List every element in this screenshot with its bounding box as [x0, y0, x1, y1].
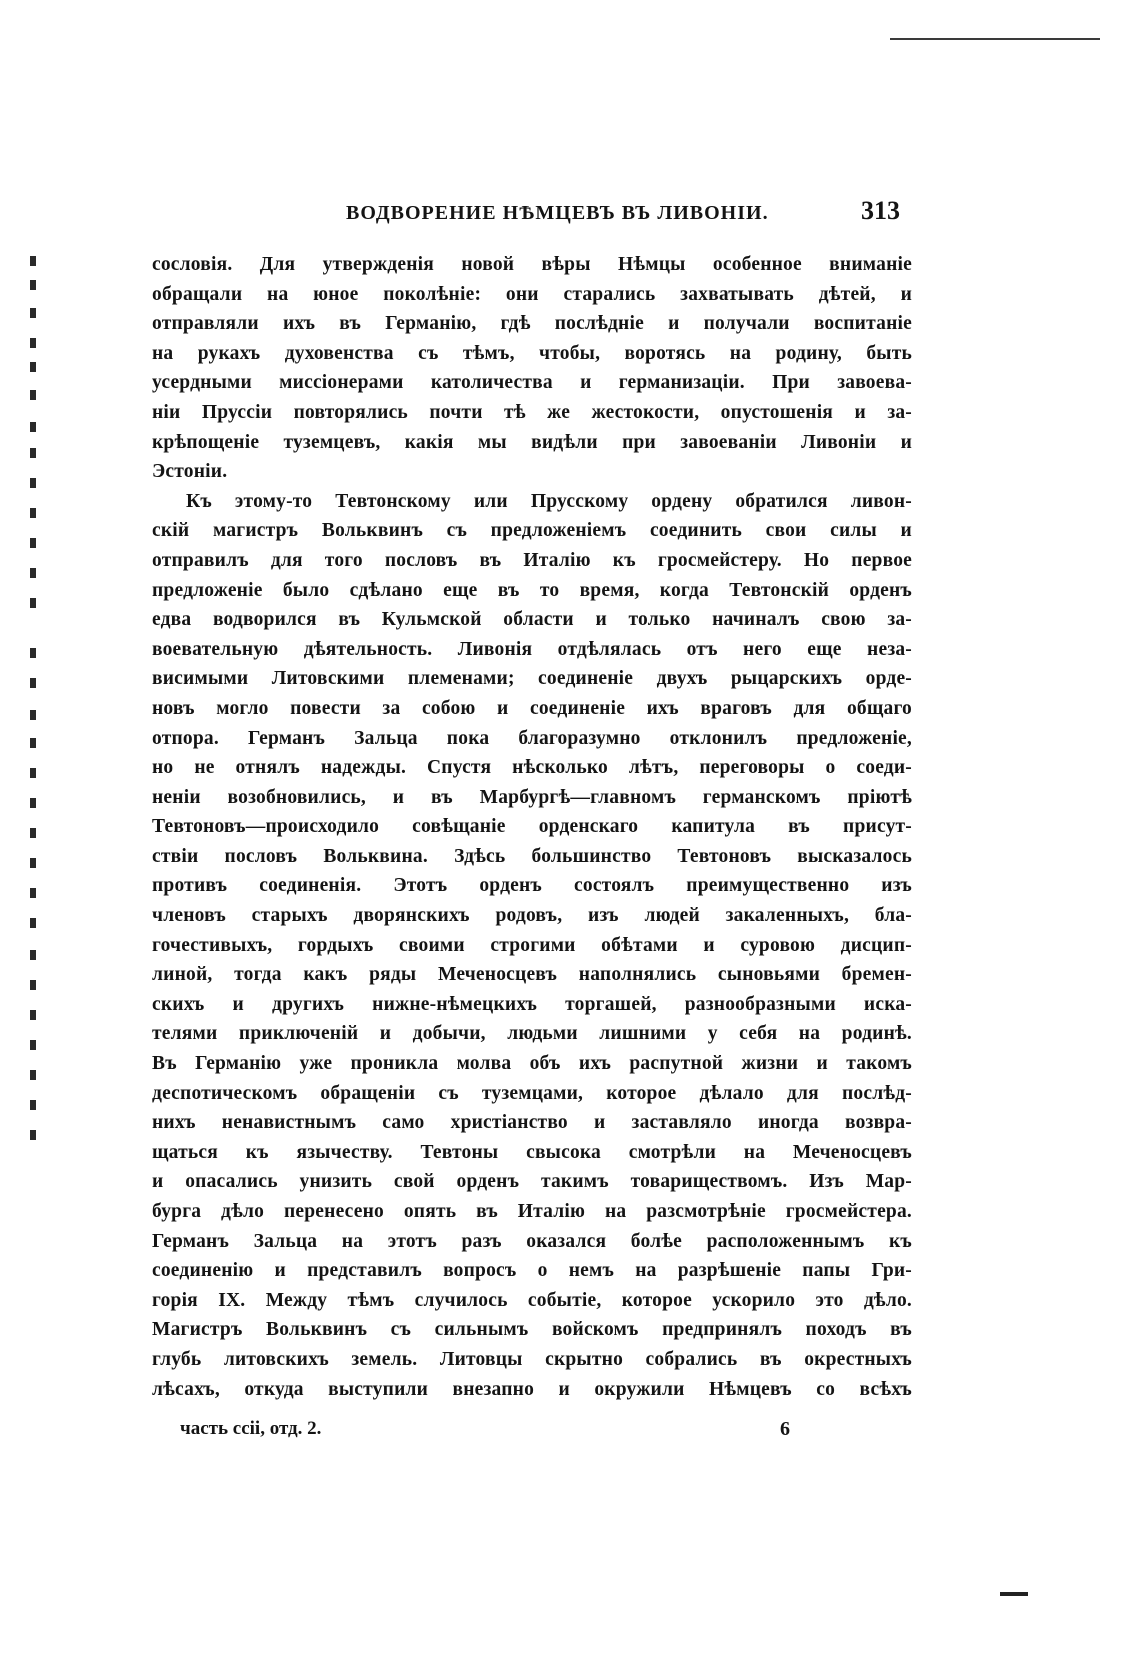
body-text [152, 250, 912, 1404]
text-line: членовъ старыхъ дворянскихъ родовъ, изъ людей закаленныхъ, бла- [152, 905, 912, 927]
text-line: висимыми Литовскими племенами; соединеніе двухъ рыцарскихъ орде- [152, 668, 912, 690]
page-footer [180, 1418, 860, 1448]
text-line: новъ могло повести за собою и соединеніе ихъ враговъ для общаго [152, 697, 912, 719]
text-line: линой, тогда какъ ряды Меченосцевъ наполнялись сыновьями бремен- [152, 964, 912, 986]
text-line: но не отнялъ надежды. Спустя нѣсколько лѣтъ, переговоры о соеди- [152, 757, 912, 779]
text-line: едва водворился въ Кульмской области и только начиналъ свою за- [152, 609, 912, 631]
text-line: Эстоніи. [152, 461, 228, 483]
top-rule [890, 38, 1100, 40]
text-line: гочестивыхъ, гордыхъ своими строгими обѣтами и суровою дисцип- [152, 934, 912, 956]
text-line: и опасались унизить свой орденъ такимъ товариществомъ. Изъ Мар- [152, 1171, 912, 1193]
text-line: ніи Пруссіи повторялись почти тѣ же жестокости, опустошенія и за- [152, 401, 912, 423]
text-line: отправилъ для того пословъ въ Италію къ гросмейстеру. Но первое [152, 549, 912, 571]
text-line: Тевтоновъ—происходило совѣщаніе орденскаго капитула въ присут- [152, 816, 912, 838]
text-line: щаться къ язычеству. Тевтоны свысока смотрѣли на Меченосцевъ [152, 1141, 912, 1163]
text-line: лѣсахъ, откуда выступили внезапно и окружили Нѣмцевъ со всѣхъ [152, 1378, 912, 1400]
printer-signature: часть ccii, отд. 2. [180, 1418, 322, 1439]
text-line: горія IX. Между тѣмъ случилось событіе, которое ускорило это дѣло. [152, 1289, 912, 1311]
page-number: 313 [861, 196, 900, 225]
sheet-number: 6 [780, 1418, 790, 1440]
margin-scan-marks [22, 250, 52, 1150]
text-line: скій магистръ Вольквинъ съ предложеніемъ соединить свои силы и [152, 520, 912, 542]
text-line: глубь литовскихъ земель. Литовцы скрытно собрались въ окрестныхъ [152, 1348, 912, 1370]
text-line: обращали на юное поколѣніе: они старались захватывать дѣтей, и [152, 283, 912, 305]
text-line: на рукахъ духовенства съ тѣмъ, чтобы, воротясь на родину, быть [152, 342, 912, 364]
text-line: Къ этому-то Тевтонскому или Прусскому ордену обратился ливон- [186, 490, 912, 512]
text-line: телями приключеній и добычи, людьми лишними у себя на родинѣ. [152, 1023, 912, 1045]
text-line: Въ Германію уже проникла молва объ ихъ распутной жизни и такомъ [152, 1053, 912, 1075]
text-line: скихъ и другихъ нижне-нѣмецкихъ торгашей, разнообразными иска- [152, 993, 912, 1015]
text-line: крѣпощеніе туземцевъ, какія мы видѣли при завоеваніи Ливоніи и [152, 431, 912, 453]
text-line: усердными миссіонерами католичества и германизаціи. При завоева- [152, 372, 912, 394]
text-line: сословія. Для утвержденія новой вѣры Нѣмцы особенное вниманіе [152, 254, 912, 275]
text-line: деспотическомъ обращеніи съ туземцами, которое дѣлало для послѣд- [152, 1082, 912, 1104]
text-line: противъ соединенія. Этотъ орденъ состоялъ преимущественно изъ [152, 875, 912, 897]
text-line: Магистръ Вольквинъ съ сильнымъ войскомъ предпринялъ походъ въ [152, 1319, 912, 1341]
text-line: предложеніе было сдѣлано еще въ то время, когда Тевтонскій орденъ [152, 579, 912, 601]
scan-dash-mark [1000, 1592, 1028, 1596]
text-line: неніи возобновились, и въ Марбургѣ—главномъ германскомъ пріютѣ [152, 786, 912, 808]
page-header [150, 196, 910, 236]
text-line: бурга дѣло перенесено опять въ Италію на разсмотрѣніе гросмейстера. [152, 1201, 912, 1222]
text-line: нихъ ненавистнымъ само христіанство и заставляло иногда возвра- [152, 1112, 912, 1134]
text-line: отпора. Германъ Зальца пока благоразумно отклонилъ предложеніе, [152, 727, 912, 749]
text-line: отправляли ихъ въ Германію, гдѣ послѣдніе и получали воспитаніе [152, 313, 912, 335]
text-line: ствіи пословъ Вольквина. Здѣсь большинство Тевтоновъ высказалось [152, 845, 912, 867]
running-title: ВОДВОРЕНИЕ НѢМЦЕВЪ ВЪ ЛИВОНІИ. [346, 202, 769, 224]
text-line: соединенію и представилъ вопросъ о немъ на разрѣшеніе папы Гри- [152, 1260, 912, 1282]
text-line: Германъ Зальца на этотъ разъ оказался болѣе расположеннымъ къ [152, 1230, 912, 1252]
text-line: воевательную дѣятельность. Ливонія отдѣлялась отъ него еще неза- [152, 638, 912, 660]
